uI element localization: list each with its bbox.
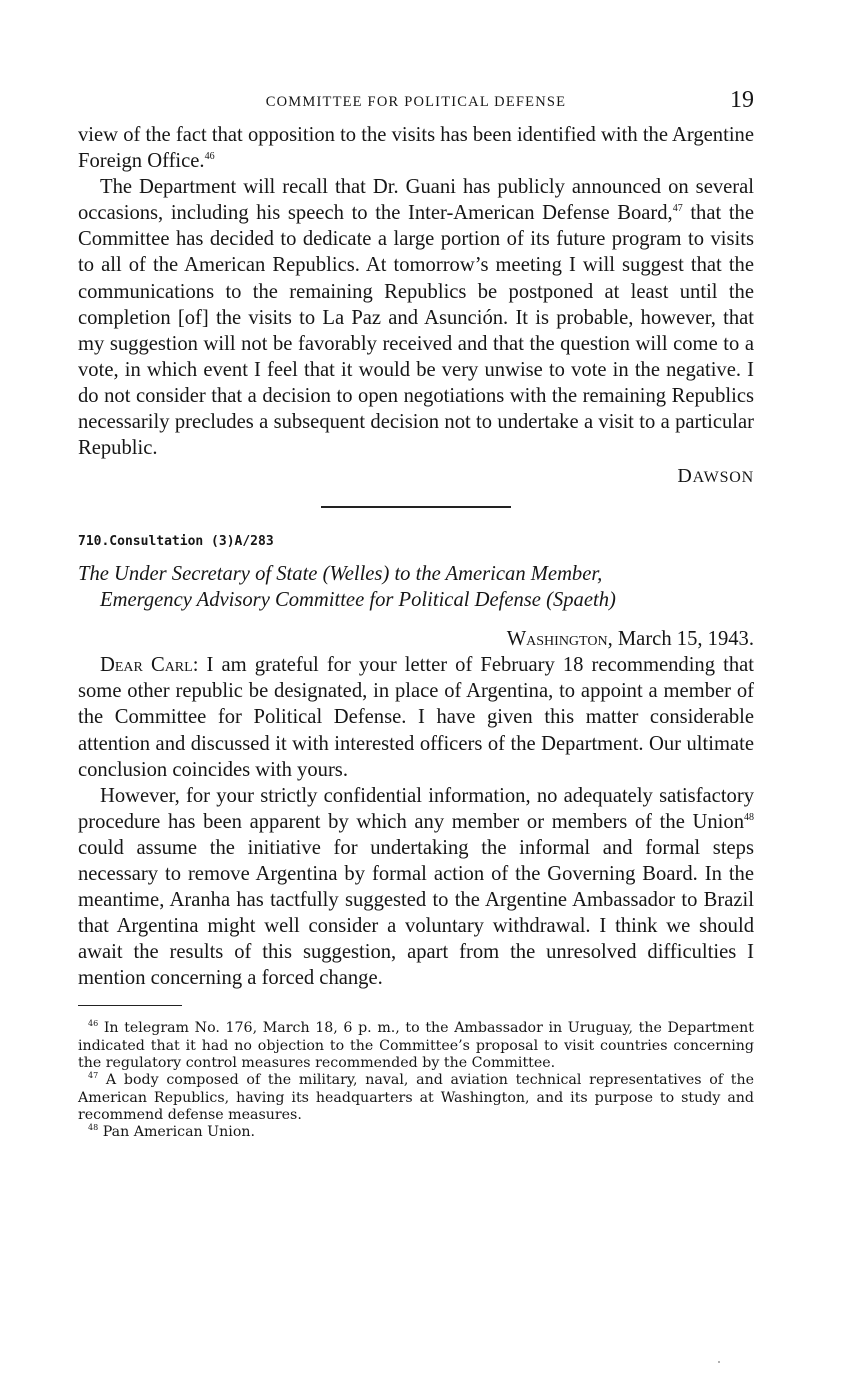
letter-welles-paragraph-2: However, for your strictly confidential information, no adequately satisfactory procedure has been apparent by which any member or members of the Union$^{48}$ could assume the initiative for undertaking the informal and formal steps necessary to remove Argentina by formal action of the Governing Board. In the meantime, Aranha has tactfully suggested to the Argentine Ambassador to Brazil that Argentina might well consider a voluntary withdrawal. I think we should await the results of this suggestion, apart from the unresolved difficulties I mention concerning a forced change. xyxy=(78,784,754,990)
footnote-divider xyxy=(78,1005,182,1006)
dateline xyxy=(78,626,754,652)
document-title-line-2: Emergency Advisory Committee for Political Defense (Spaeth) xyxy=(100,589,616,612)
scan-speck xyxy=(718,1361,720,1363)
dateline-date: , March 15, 1943. xyxy=(607,628,754,651)
running-title: COMMITTEE FOR POLITICAL DEFENSE xyxy=(265,94,567,110)
running-head xyxy=(78,86,754,122)
page-number: 19 xyxy=(730,87,754,113)
footnote-ref-48[interactable]: 48 xyxy=(744,811,754,823)
footnote-ref-46[interactable]: 46 xyxy=(204,151,215,163)
letter-welles-paragraph-1: Dear Carl: I am grateful for your letter of February 18 recommending that some other republic be designated, in place of Argentina, to appoint a member of the Committee for Political Defense. I have given this matter considerable attention and discussed it with interested officers of the Department. Our ultimate conclusion coincides with yours. xyxy=(78,654,754,781)
footnote-mark: 46 xyxy=(88,1019,99,1029)
footnote-48: $^{48}$ Pan American Union. xyxy=(88,1123,256,1141)
letter-dawson-paragraph-2: The Department will recall that Dr. Guani has publicly announced on several occasions, including his speech to the Inter-American Defense Board,$^{47}$ that the Committee has decided to dedicate a large portion of its future program to visits to all of the American Republics. At tomorrow’s meeting I will suggest that the communications to the remaining Republics be postponed at least until the completion [of] the visits to La Paz and Asunción. It is probable, however, that my suggestion will not be favorably received and that the question will come to a vote, in which event I feel that it would be very unwise to vote in the negative. I do not consider that a decision to open negotiations with the remaining Republics necessarily precludes a subsequent decision not to undertake a visit to a particular Republic. xyxy=(78,176,754,460)
letter-dawson-paragraph-1: view of the fact that opposition to the visits has been identified with the Argentine Foreign Office.$^{46}$ xyxy=(78,124,754,173)
salutation: Dear Carl: xyxy=(100,654,199,677)
document-title xyxy=(78,561,754,613)
section-divider xyxy=(321,506,511,508)
footnote-46: $^{46}$ In telegram No. 176, March 18, 6 p. m., to the Ambassador in Uruguay, the Department indicated that it had no objection to the Committee’s proposal to visit countries concerning the regulatory control measures recommended by the Committee. xyxy=(78,1019,754,1072)
footnote-mark: 48 xyxy=(88,1123,99,1133)
footnote-ref-47[interactable]: 47 xyxy=(672,203,683,215)
footnote-47: $^{47}$ A body composed of the military, naval, and aviation technical representatives of the American Republics, having its headquarters at Washington, and its purpose to study and recommend defense measures. xyxy=(78,1071,754,1123)
file-number: 710.Consultation (3)A/283 xyxy=(78,534,274,550)
dateline-place: Washington xyxy=(506,628,608,651)
footnotes xyxy=(78,1020,754,1141)
letter-welles xyxy=(78,652,754,991)
document-title-line-1: The Under Secretary of State (Welles) to the American Member, xyxy=(78,563,603,586)
signature: DAWSON xyxy=(677,465,754,488)
letter-dawson xyxy=(78,122,754,489)
document-page xyxy=(78,86,754,1142)
footnote-mark: 47 xyxy=(88,1071,99,1081)
